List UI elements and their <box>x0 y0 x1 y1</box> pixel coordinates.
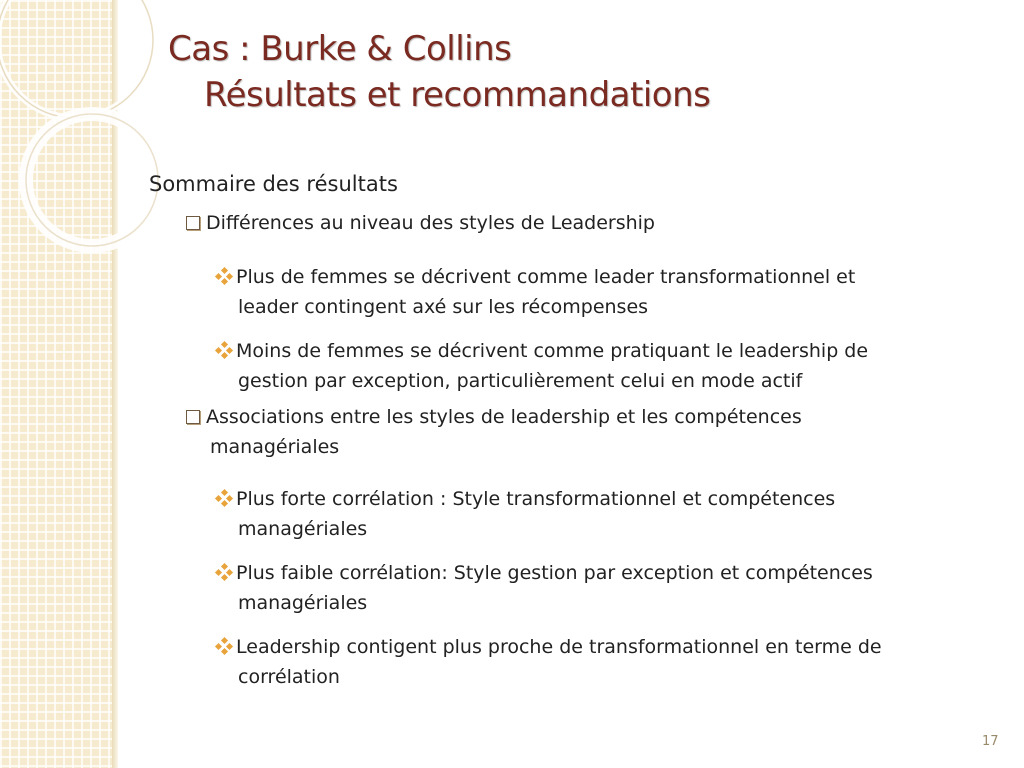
sub-bullet-4-line-1: Plus faible corrélation: Style gestion par exception et compétences <box>236 562 873 584</box>
bullet-section-2-line-1: Associations entre les styles de leadership et les compétences <box>206 406 802 428</box>
diamond-bullet-icon <box>216 638 232 654</box>
sub-bullet-3-line-2: managériales <box>238 518 368 540</box>
sub-bullet-1-line-2: leader contingent axé sur les récompenses <box>238 296 649 318</box>
diamond-bullet-icon <box>216 342 232 358</box>
diamond-bullet-icon <box>216 268 232 284</box>
sub-bullet-3-line-1: Plus forte corrélation : Style transformationnel et compétences <box>236 488 836 510</box>
decorative-rings <box>0 0 160 300</box>
sub-bullet-2-line-1: Moins de femmes se décrivent comme pratiquant le leadership de <box>236 340 869 362</box>
bullet-section-1-label: Différences au niveau des styles de Leadership <box>206 212 655 234</box>
sub-bullet-2-line-2: gestion par exception, particulièrement celui en mode actif <box>238 370 803 392</box>
square-bullet-icon <box>186 410 200 424</box>
sub-bullet-1-line-1: Plus de femmes se décrivent comme leader transformationnel et <box>236 266 856 288</box>
page-number: 17 <box>982 734 999 749</box>
sub-bullet-5-line-2: corrélation <box>238 666 340 688</box>
sub-bullet-5 <box>216 632 1006 692</box>
sub-bullet-4 <box>216 558 1006 618</box>
sub-bullet-2 <box>216 336 1006 396</box>
square-bullet-icon <box>186 216 200 230</box>
sub-bullet-5-line-1: Leadership contigent plus proche de transformationnel en terme de <box>236 636 882 658</box>
title-line-2: Résultats et recommandations <box>204 75 711 115</box>
sub-bullet-3 <box>216 484 1006 544</box>
section-heading: Sommaire des résultats <box>149 172 398 196</box>
diamond-bullet-icon <box>216 490 232 506</box>
title-line-1: Cas : Burke & Collins <box>168 29 512 69</box>
bullet-section-1 <box>186 208 655 238</box>
sub-bullet-1 <box>216 262 1006 322</box>
sub-bullet-4-line-2: managériales <box>238 592 368 614</box>
bullet-section-2-line-2: managériales <box>210 436 340 458</box>
diamond-bullet-icon <box>216 564 232 580</box>
slide-title <box>168 26 710 118</box>
bullet-section-2 <box>186 402 802 462</box>
